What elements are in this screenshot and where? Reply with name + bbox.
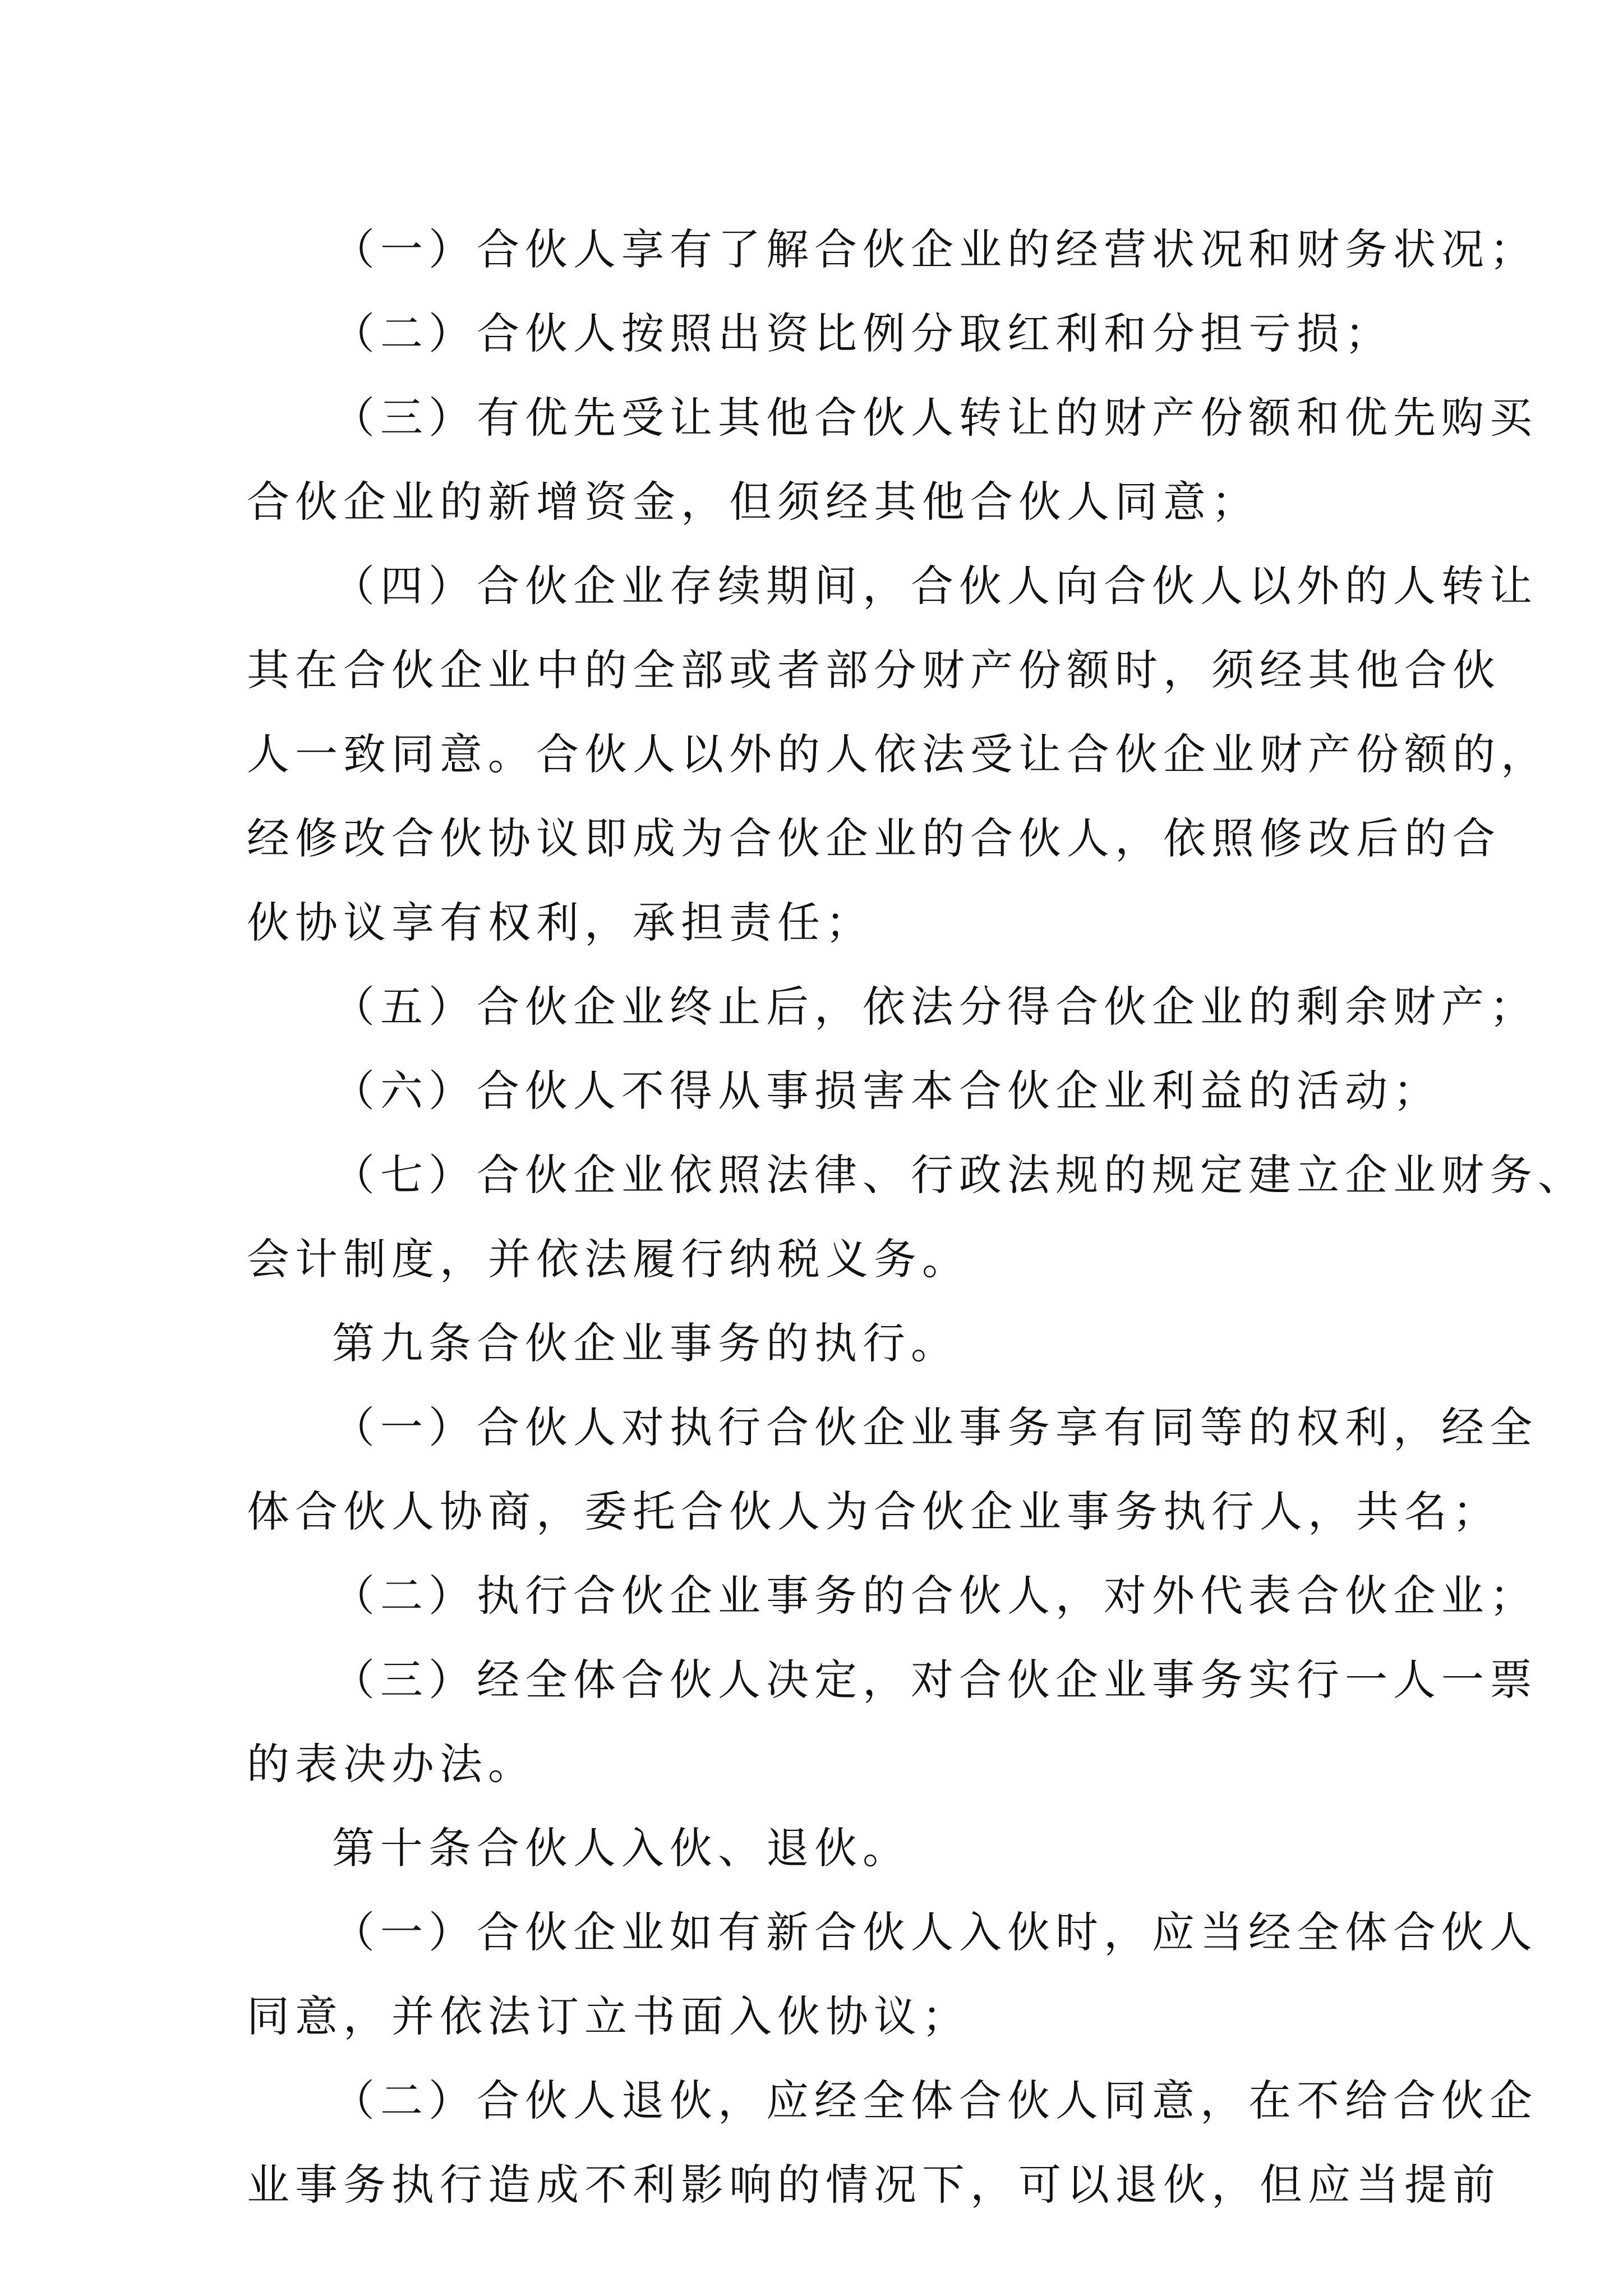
text-line: （四）合伙企业存续期间，合伙人向合伙人以外的人转让 xyxy=(332,561,1538,611)
text-line: 经修改合伙协议即成为合伙企业的合伙人，依照修改后的合 xyxy=(247,813,1501,863)
text-line: （六）合伙人不得从事损害本合伙企业利益的活动； xyxy=(332,1066,1441,1116)
text-line: 伙协议享有权利，承担责任； xyxy=(247,898,874,947)
text-line: （一）合伙企业如有新合伙人入伙时，应当经全体合伙人 xyxy=(332,1907,1538,1957)
text-line: 会计制度，并依法履行纳税义务。 xyxy=(247,1234,970,1284)
text-line: 其在合伙企业中的全部或者部分财产份额时，须经其他合伙 xyxy=(247,645,1501,695)
text-line: （一）合伙人对执行合伙企业事务享有同等的权利，经全 xyxy=(332,1402,1538,1452)
text-line: （二）执行合伙企业事务的合伙人，对外代表合伙企业； xyxy=(332,1571,1538,1621)
text-line: （一）合伙人享有了解合伙企业的经营状况和财务状况； xyxy=(332,224,1538,274)
text-line: （三）经全体合伙人决定，对合伙企业事务实行一人一票 xyxy=(332,1655,1538,1705)
text-line: 业事务执行造成不利影响的情况下，可以退伙，但应当提前 xyxy=(247,2160,1501,2210)
text-line: 同意，并依法订立书面入伙协议； xyxy=(247,1991,970,2041)
text-line: （七）合伙企业依照法律、行政法规的规定建立企业财务、 xyxy=(332,1150,1586,1200)
text-line: 的表决办法。 xyxy=(247,1739,536,1789)
text-line: （二）合伙人按照出资比例分取红利和分担亏损； xyxy=(332,309,1393,358)
text-line: 体合伙人协商，委托合伙人为合伙企业事务执行人，共名； xyxy=(247,1487,1501,1536)
text-line: 合伙企业的新增资金，但须经其他合伙人同意； xyxy=(247,477,1260,527)
text-line: 人一致同意。合伙人以外的人依法受让合伙企业财产份额的， xyxy=(247,729,1549,779)
text-line: （三）有优先受让其他合伙人转让的财产份额和优先购买 xyxy=(332,393,1538,443)
text-line: （二）合伙人退伙，应经全体合伙人同意，在不给合伙企 xyxy=(332,2076,1538,2125)
section-heading: 第九条合伙企业事务的执行。 xyxy=(332,1318,959,1368)
section-heading: 第十条合伙人入伙、退伙。 xyxy=(332,1823,911,1873)
text-line: （五）合伙企业终止后，依法分得合伙企业的剩余财产； xyxy=(332,982,1538,1032)
